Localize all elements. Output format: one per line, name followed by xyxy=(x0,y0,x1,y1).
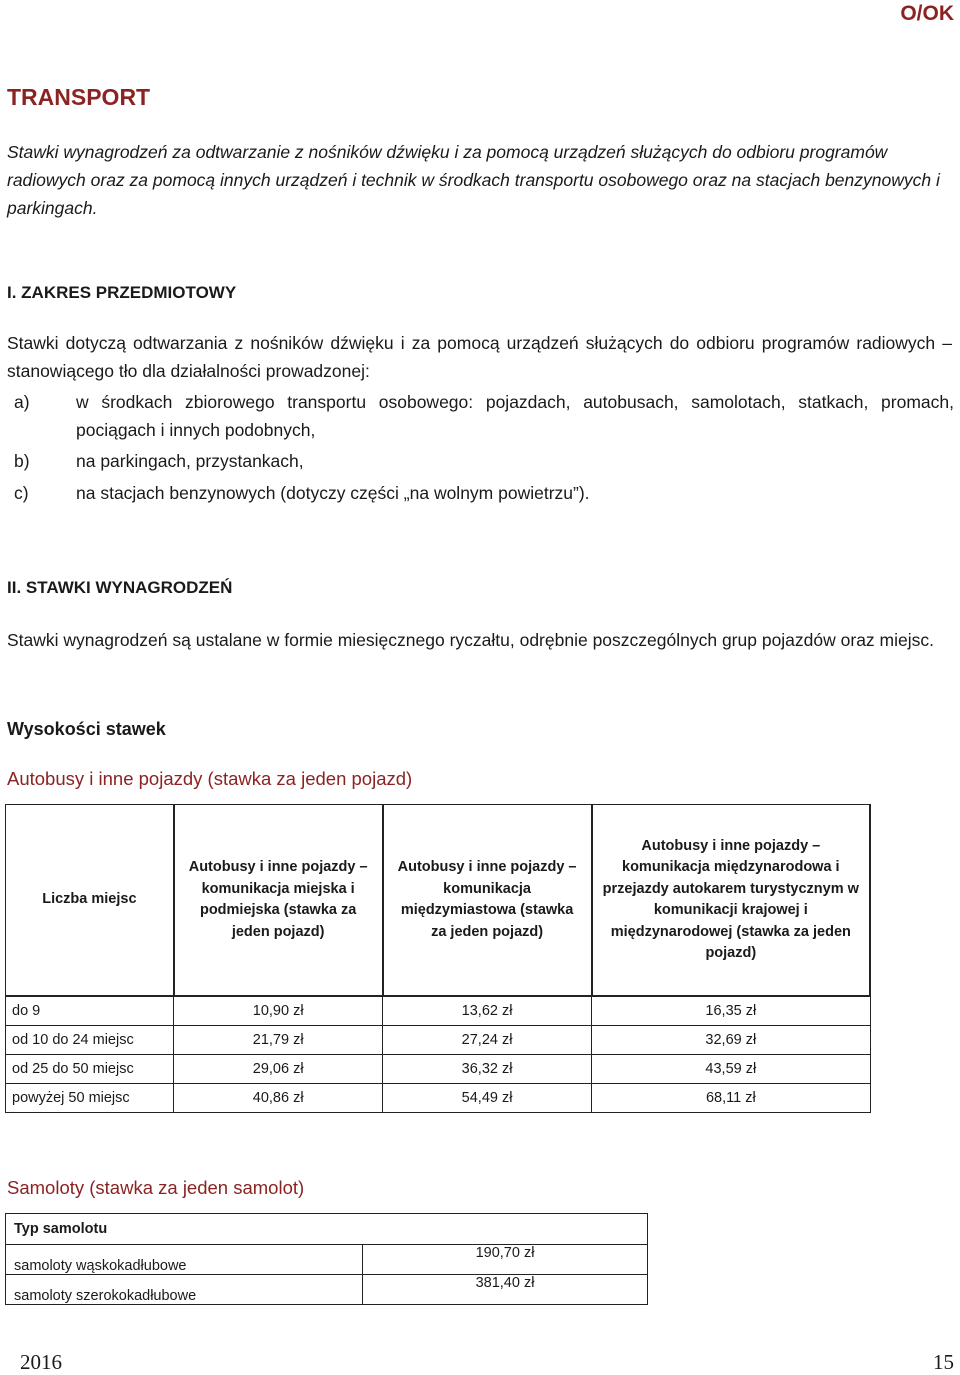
table-row xyxy=(6,1026,871,1055)
buses-rate-table xyxy=(5,804,871,1113)
table-cell: 190,70 zł xyxy=(363,1245,648,1275)
table-cell: od 25 do 50 miejsc xyxy=(6,1055,174,1084)
list-item-label: c) xyxy=(14,483,29,503)
table-cell: 10,90 zł xyxy=(174,996,383,1026)
column-header: Autobusy i inne pojazdy – komunikacja międzymiastowa (stawka za jeden pojazd) xyxy=(383,805,592,997)
list-item-text: w środkach zbiorowego transportu osobowego: pojazdach, autobusach, samolotach, statkach, promach, pociągach i innych podobnych, xyxy=(76,392,954,440)
table-cell: 29,06 zł xyxy=(174,1055,383,1084)
rates-paragraph: Stawki wynagrodzeń są ustalane w formie miesięcznego ryczałtu, odrębnie poszczególnych grup pojazdów oraz miejsc. xyxy=(7,630,934,650)
table-cell: powyżej 50 miejsc xyxy=(6,1084,174,1113)
table-cell: 40,86 zł xyxy=(174,1084,383,1113)
list-item-text: na stacjach benzynowych (dotyczy części „na wolnym powietrzu”). xyxy=(76,483,590,503)
footer-year: 2016 xyxy=(20,1350,62,1374)
table-cell: 27,24 zł xyxy=(383,1026,592,1055)
table-cell: 43,59 zł xyxy=(592,1055,870,1084)
intro-paragraph: Stawki wynagrodzeń za odtwarzanie z nośników dźwięku i za pomocą urządzeń służących do odbioru programów radiowych oraz za pomocą innych urządzeń i technik w środkach transportu osobowego oraz na stacjach benzynowych i parkingach. xyxy=(7,142,940,218)
table-cell: samoloty wąskokadłubowe xyxy=(6,1245,363,1275)
table-cell: do 9 xyxy=(6,996,174,1026)
list-item-text: na parkingach, przystankach, xyxy=(76,451,304,471)
section-heading-rates: II. STAWKI WYNAGRODZEŃ xyxy=(7,578,233,597)
list-item-label: a) xyxy=(14,392,30,412)
column-header: Liczba miejsc xyxy=(6,805,174,997)
rates-subheading: Wysokości stawek xyxy=(7,719,166,739)
page-title: TRANSPORT xyxy=(7,84,151,110)
table-cell: 32,69 zł xyxy=(592,1026,870,1055)
table-cell: 21,79 zł xyxy=(174,1026,383,1055)
section-heading-scope: I. ZAKRES PRZEDMIOTOWY xyxy=(7,283,237,302)
corner-label: O/OK xyxy=(900,2,954,25)
list-item xyxy=(14,479,954,507)
column-header: Autobusy i inne pojazdy – komunikacja międzynarodowa i przejazdy autokarem turystycznym w komunikacji krajowej i międzynarodowej (stawka za jeden pojazd) xyxy=(592,805,870,997)
scope-paragraph: Stawki dotyczą odtwarzania z nośników dźwięku i za pomocą urządzeń służących do odbioru programów radiowych – stanowiącego tło dla działalności prowadzonej: xyxy=(7,333,952,381)
table-row xyxy=(6,1055,871,1084)
column-header: Typ samolotu xyxy=(6,1214,648,1245)
column-header: Autobusy i inne pojazdy – komunikacja miejska i podmiejska (stawka za jeden pojazd) xyxy=(174,805,383,997)
table-cell: 54,49 zł xyxy=(383,1084,592,1113)
list-item xyxy=(14,388,954,444)
table-row xyxy=(6,1245,648,1275)
table-row xyxy=(6,996,871,1026)
table-cell: od 10 do 24 miejsc xyxy=(6,1026,174,1055)
table-cell: samoloty szerokokadłubowe xyxy=(6,1275,363,1305)
table-row xyxy=(6,1084,871,1113)
list-item-label: b) xyxy=(14,451,30,471)
table-row xyxy=(6,1275,648,1305)
table-cell: 16,35 zł xyxy=(592,996,870,1026)
list-item xyxy=(14,447,954,475)
table-cell: 381,40 zł xyxy=(363,1275,648,1305)
planes-heading: Samoloty (stawka za jeden samolot) xyxy=(7,1177,305,1198)
planes-rate-table xyxy=(5,1213,648,1305)
buses-heading: Autobusy i inne pojazdy (stawka za jeden pojazd) xyxy=(7,768,413,789)
footer-page-number: 15 xyxy=(933,1350,954,1374)
table-cell: 68,11 zł xyxy=(592,1084,870,1113)
table-cell: 36,32 zł xyxy=(383,1055,592,1084)
table-cell: 13,62 zł xyxy=(383,996,592,1026)
